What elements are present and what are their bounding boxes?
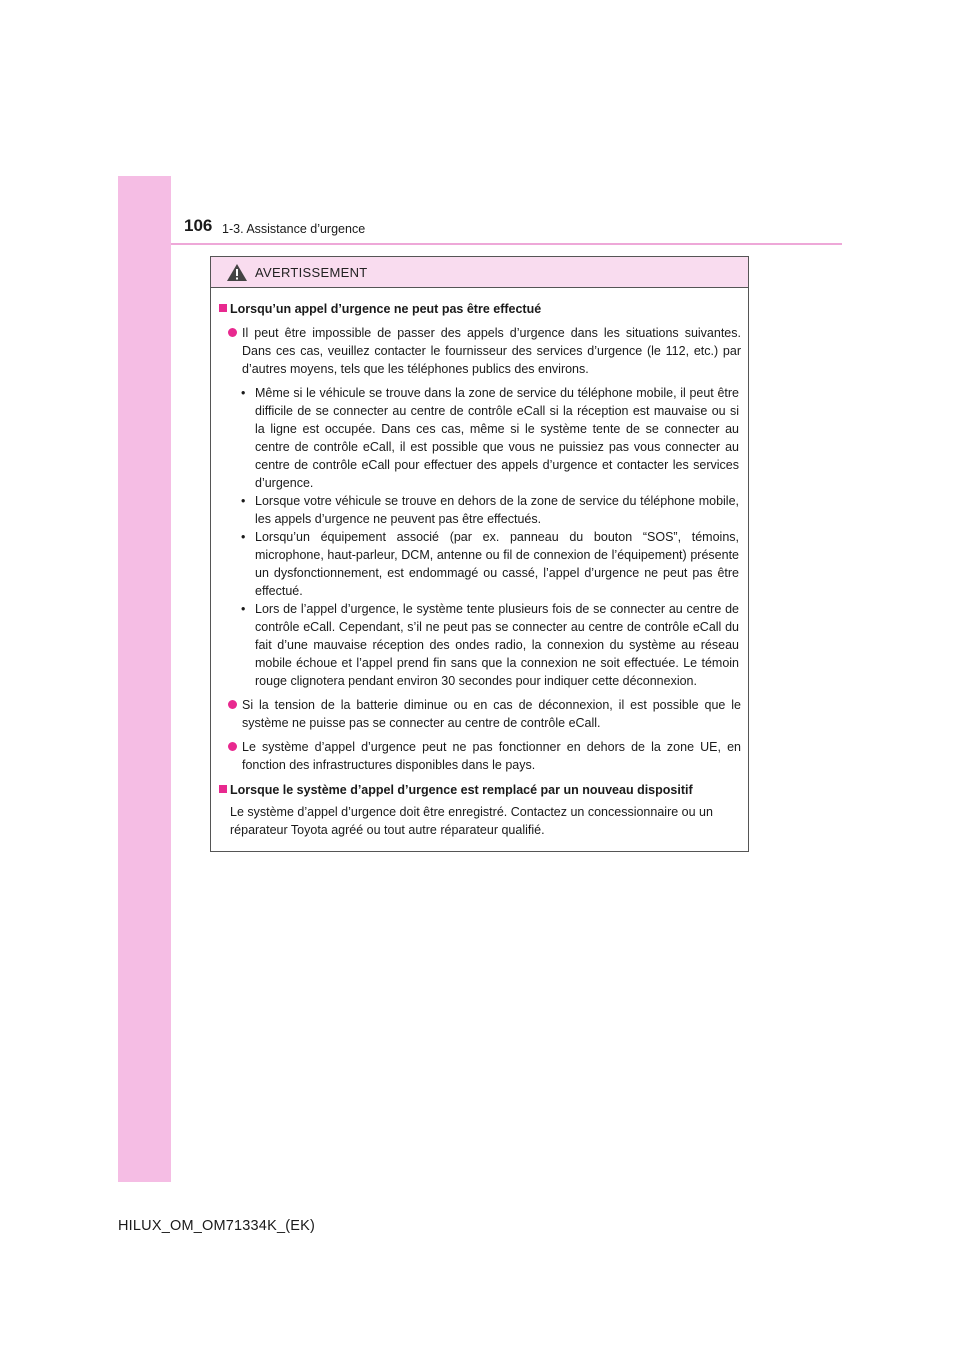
warning-content [211, 288, 748, 839]
header-rule [171, 243, 842, 245]
sub-bullet-item: • Lorsqu’un équipement associé (par ex. panneau du bouton “SOS”, témoins, microphone, haut-parleur, DCM, antenne ou fil de connexion de l’équipement) présente un dysfonctionnement, est endommagé ou cassé, l’appel d’urgence ne peut pas être effectué. [219, 528, 741, 600]
sub-bullet-item: • Lorsque votre véhicule se trouve en dehors de la zone de service du téléphone mobile, les appels d’urgence ne peuvent pas être effectués. [219, 492, 741, 528]
sub-bullet-list [219, 384, 741, 690]
list-item: Il peut être impossible de passer des appels d’urgence dans les situations suivantes. Dans ces cas, veuillez contacter le fournisseur des services d’urgence (le 112, etc.) par d’autres moyens, tels que les téléphones publics des environs. [219, 324, 741, 378]
page-number: 106 [184, 216, 213, 235]
list-item: Le système d’appel d’urgence peut ne pas fonctionner en dehors de la zone UE, en fonction des infrastructures disponibles dans le pays. [219, 738, 741, 774]
list-item: Si la tension de la batterie diminue ou en cas de déconnexion, il est possible que le système ne puisse pas se connecter au centre de contrôle eCall. [219, 696, 741, 732]
document-code: HILUX_OM_OM71334K_(EK) [118, 1218, 316, 1234]
section-body: Le système d’appel d’urgence doit être enregistré. Contactez un concessionnaire ou un réparateur Toyota agréé ou tout autre réparateur qualifié. [230, 805, 713, 837]
section-title: 1-3. Assistance d’urgence [222, 222, 366, 236]
warning-header [211, 257, 748, 288]
warning-box [210, 256, 749, 852]
side-tab-band [118, 176, 171, 1182]
warning-triangle-icon [226, 263, 248, 282]
sub-bullet-item: • Lors de l’appel d’urgence, le système tente plusieurs fois de se connecter au centre de contrôle eCall. Cependant, s’il ne peut pas se connecter au centre de contrôle eCall du fait d’une mauvaise réception des ondes radio, la connexion du système au réseau mobile échoue et l’appel prend fin sans que la connexion ne soit effectuée. Le témoin rouge clignotera pendant environ 30 secondes pour indiquer cette déconnexion. [219, 600, 741, 690]
circle-bullet-icon [228, 328, 237, 337]
sub-bullet-item: • Même si le véhicule se trouve dans la zone de service du téléphone mobile, il peut être difficile de se connecter au centre de contrôle eCall si la réception est mauvaise ou si la ligne est occupée. Dans ces cas, même si le système tente de se connecter au centre de contrôle eCall, il est possible que vous ne puissiez pas vous connecter au centre de contrôle eCall pour effectuer des appels d’urgence et contacter les services d’urgence. [219, 384, 741, 492]
section-heading: Lorsqu’un appel d’urgence ne peut pas être effectué [219, 300, 741, 318]
circle-bullet-icon [228, 700, 237, 709]
warning-title: AVERTISSEMENT [255, 264, 368, 280]
section-heading: Lorsque le système d’appel d’urgence est remplacé par un nouveau dispositif [219, 781, 741, 799]
square-bullet-icon [219, 785, 227, 793]
square-bullet-icon [219, 304, 227, 312]
circle-bullet-icon [228, 742, 237, 751]
